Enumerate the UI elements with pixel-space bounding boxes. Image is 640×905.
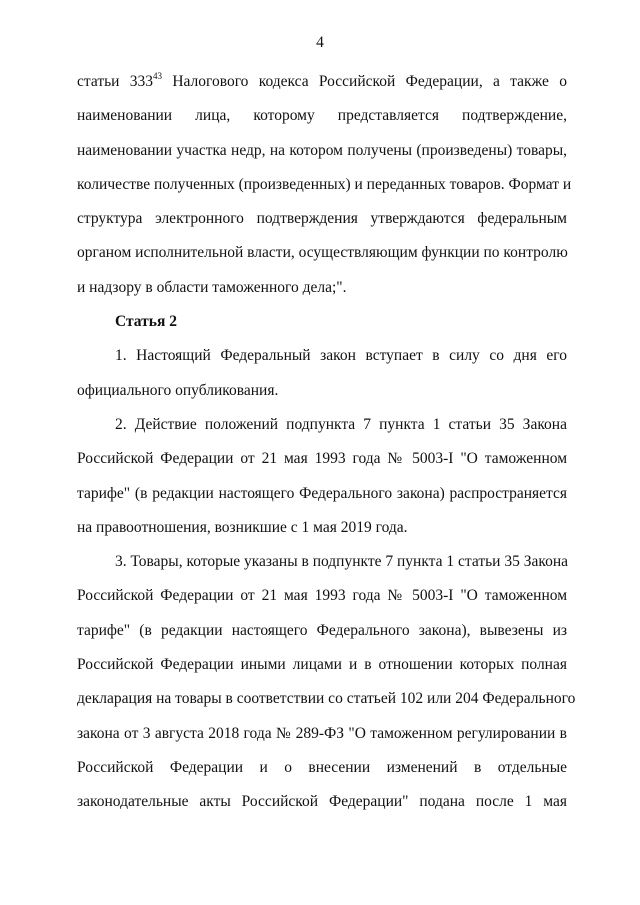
page-number: 4 (316, 34, 324, 51)
text-line: наименовании участка недр, на котором получены (произведены) товары, (77, 141, 567, 159)
superscript: 43 (153, 71, 163, 81)
text-line: 1. Настоящий Федеральный закон вступает в силу со дня его (115, 347, 567, 365)
text-line: Российской Федерации от 21 мая 1993 года № 5003-I "О таможенном (77, 587, 567, 605)
text-line: 2. Действие положений подпункта 7 пункта 1 статьи 35 Закона (115, 415, 567, 433)
text-line: и надзору в области таможенного дела;". (77, 278, 347, 296)
text-line: законодательные акты Российской Федерации" подана после 1 мая (77, 793, 567, 811)
paragraph-3 (77, 545, 576, 819)
paragraph-2 (77, 408, 567, 545)
text-line: официального опубликования. (77, 381, 279, 399)
text-line: наименовании лица, которому представляется подтверждение, (77, 107, 567, 125)
text-line: структура электронного подтверждения утверждаются федеральным (77, 210, 567, 228)
paragraph-continuation (77, 65, 572, 305)
document-body (77, 65, 576, 820)
text-line: количестве полученных (произведенных) и переданных товаров. Формат и (77, 175, 572, 193)
text-line: органом исполнительной власти, осуществляющим функции по контролю (77, 244, 568, 262)
text-line: статьи $333^{43}$ Налогового кодекса Российской Федерации, а также о (77, 71, 567, 90)
text-line: закона от 3 августа 2018 года № 289-ФЗ "О таможенном регулировании в (77, 724, 567, 742)
text-line: Российской Федерации и о внесении изменений в отдельные (77, 758, 567, 776)
text-line: тарифе" (в редакции настоящего Федерального закона), вывезены из (77, 621, 567, 639)
text-line: на правоотношения, возникшие с 1 мая 2019 года. (77, 518, 408, 536)
paragraph-1 (77, 339, 567, 408)
text-line: 3. Товары, которые указаны в подпункте 7 пункта 1 статьи 35 Закона (115, 553, 569, 571)
article-heading: Статья 2 (115, 313, 177, 331)
text-line: декларация на товары в соответствии со статьей 102 или 204 Федерального (77, 690, 576, 708)
text-line: Российской Федерации иными лицами и в отношении которых полная (77, 656, 567, 674)
text-line: тарифе" (в редакции настоящего Федерального закона) распространяется (77, 484, 567, 502)
text-line: Российской Федерации от 21 мая 1993 года № 5003-I "О таможенном (77, 450, 567, 468)
